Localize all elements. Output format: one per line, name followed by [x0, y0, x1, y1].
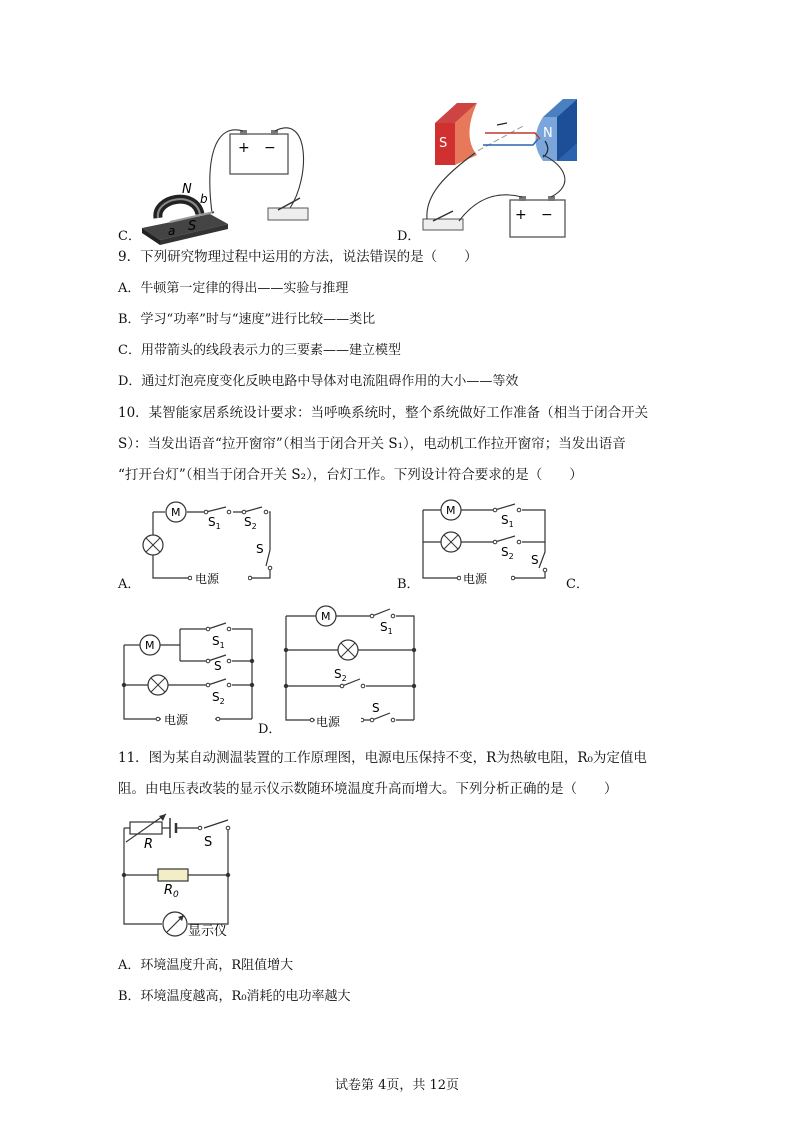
- q10-stem-line2: S）：当发出语音“拉开窗帘”（相当于闭合开关 S₁），电动机工作拉开窗帘；当发出语音: [118, 436, 626, 452]
- battery-minus: −: [541, 207, 553, 223]
- q9-option-b: B．学习“功率”时与“速度”进行比较——类比: [118, 312, 376, 327]
- q11-option-b: B．环境温度越高，R₀消耗的电功率越大: [118, 989, 351, 1004]
- q11-option-a: A．环境温度升高，R阻值增大: [118, 958, 294, 973]
- magnet-n-label: N: [543, 126, 553, 141]
- q9-option-d: D．通过灯泡亮度变化反映电路中导体对电流阻碍作用的大小——等效: [118, 374, 519, 389]
- switch-s1-label: $S_1$: [501, 513, 514, 529]
- battery-plus: +: [515, 207, 527, 223]
- switch-s1-label: $S_1$: [380, 620, 393, 636]
- r0-label: $R_0$: [164, 883, 179, 900]
- q10-circuit-b: [415, 496, 565, 590]
- q10-option-a-label: A．: [118, 577, 141, 592]
- switch-s-label: S: [372, 701, 380, 715]
- q11-circuit: [118, 812, 248, 944]
- q9-option-a: A．牛顿第一定律的得出——实验与推理: [118, 281, 349, 296]
- q10-option-c-label: C．: [566, 577, 589, 592]
- svg-text:M: M: [446, 504, 456, 517]
- svg-text:M: M: [171, 506, 181, 519]
- switch-s1-label: $S_1$: [208, 515, 221, 531]
- battery-minus: −: [264, 140, 276, 156]
- switch-s2-label: $S_2$: [244, 515, 257, 531]
- q8-figure-c: [140, 118, 340, 248]
- switch-s2-label: $S_2$: [334, 667, 347, 683]
- svg-text:M: M: [145, 639, 155, 652]
- page-footer: 试卷第 4页，共 12页: [334, 1078, 460, 1093]
- q10-option-b-label: B．: [397, 577, 420, 592]
- q11-stem-line2: 阻。由电压表改装的显示仪示数随环境温度升高而增大。下列分析正确的是（ ）: [118, 781, 618, 797]
- q10-circuit-d: [278, 600, 423, 730]
- switch-s1-label: $S_1$: [212, 634, 225, 650]
- q9-stem: 9．下列研究物理过程中运用的方法，说法错误的是（ ）: [118, 249, 478, 265]
- r-label: R: [144, 837, 154, 852]
- label-n: N: [182, 182, 192, 197]
- switch-s-label: S: [531, 553, 539, 567]
- power-source-label: 电源: [164, 713, 189, 727]
- q11-stem-line1: 11．图为某自动测温装置的工作原理图，电源电压保持不变，R为热敏电阻，R₀为定值电: [118, 750, 647, 766]
- q8-figure-d: [415, 95, 590, 243]
- switch-s2-label: $S_2$: [212, 690, 225, 706]
- battery-plus: +: [238, 140, 250, 156]
- power-source-label: 电源: [316, 715, 341, 729]
- switch-s-label: S: [256, 542, 264, 556]
- label-a: a: [168, 224, 176, 238]
- switch-s2-label: $S_2$: [501, 545, 514, 561]
- q10-stem-line1: 10．某智能家居系统设计要求：当呼唤系统时，整个系统做好工作准备（相当于闭合开关: [118, 405, 649, 421]
- label-s: S: [188, 219, 197, 234]
- q10-circuit-c: [118, 615, 260, 730]
- label-b: b: [200, 192, 208, 206]
- switch-s-label: S: [214, 659, 222, 673]
- svg-text:M: M: [321, 610, 331, 623]
- q10-circuit-a: [140, 498, 290, 590]
- q10-stem-line3: “打开台灯”（相当于闭合开关 S₂），台灯工作。下列设计符合要求的是（ ）: [118, 467, 583, 483]
- q8-option-d-label: D．: [397, 229, 421, 244]
- magnet-s-label: S: [439, 136, 448, 151]
- q9-option-c: C．用带箭头的线段表示力的三要素——建立模型: [118, 343, 401, 358]
- power-source-label: 电源: [195, 572, 220, 586]
- switch-s-label: S: [204, 835, 213, 850]
- power-source-label: 电源: [463, 572, 488, 586]
- r0-resistor-icon: [158, 869, 188, 881]
- q8-option-c-label: C．: [118, 229, 141, 244]
- q10-option-d-label: D．: [258, 722, 282, 737]
- display-label: 显示仪: [188, 924, 228, 939]
